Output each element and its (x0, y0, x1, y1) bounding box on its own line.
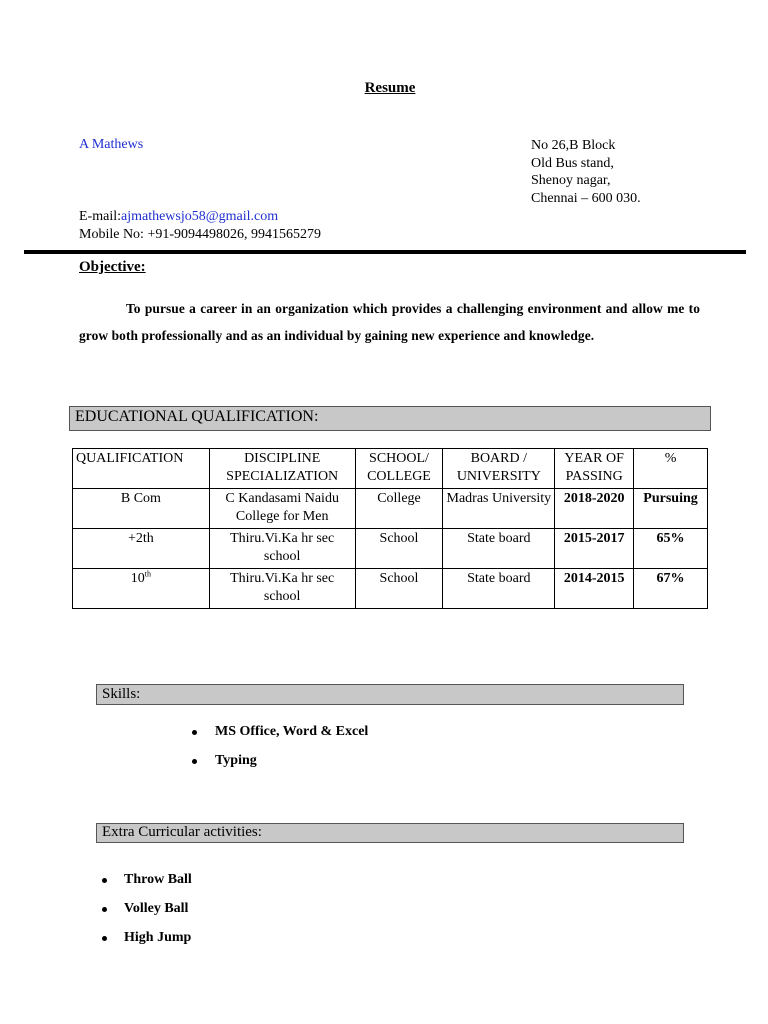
objective-text: To pursue a career in an organization which provides a challenging environment and allow me to grow both professionally and as an individual by gaining new experience and knowledge. (79, 301, 700, 343)
email-label: E-mail: (79, 209, 121, 224)
bullet-icon (192, 730, 197, 735)
education-table (72, 448, 708, 609)
cell-school: School (355, 529, 443, 569)
resume-title: Resume (364, 80, 416, 96)
bullet-icon (102, 878, 107, 883)
cell-year: 2015-2017 (555, 529, 634, 569)
skill-label: MS Office, Word & Excel (215, 724, 369, 739)
activity-label: Throw Ball (124, 872, 192, 887)
cell-school: School (355, 569, 443, 609)
header-divider (24, 250, 746, 254)
cell-year: 2018-2020 (555, 489, 634, 529)
education-heading: EDUCATIONAL QUALIFICATION: (69, 406, 711, 431)
activity-label: High Jump (124, 930, 192, 945)
table-row (73, 529, 708, 569)
address-line: Shenoy nagar, (531, 173, 611, 188)
bullet-icon (102, 936, 107, 941)
skills-heading: Skills: (96, 684, 684, 705)
table-row (73, 569, 708, 609)
address-line: Chennai – 600 030. (531, 190, 641, 206)
list-item (124, 929, 192, 958)
cell-school: College (355, 489, 443, 529)
column-header: YEAR OF PASSING (555, 449, 634, 489)
address-line: Old Bus stand, (531, 155, 614, 171)
column-header: BOARD / UNIVERSITY (443, 449, 555, 489)
skills-list (215, 723, 368, 781)
column-header: % (634, 449, 708, 489)
cell-percent: 67% (634, 569, 708, 609)
extra-curricular-list (124, 871, 192, 958)
bullet-icon (192, 759, 197, 764)
activity-label: Volley Ball (124, 901, 189, 916)
extra-curricular-heading: Extra Curricular activities: (96, 823, 684, 843)
email-link[interactable]: ajmathewsjo58@gmail.com (121, 209, 279, 224)
cell-qualification: 10th (73, 569, 210, 609)
applicant-name: A Mathews (79, 137, 144, 152)
cell-qualification: +2th (73, 529, 210, 569)
mobile-line: Mobile No: +91-9094498026, 9941565279 (79, 226, 321, 242)
contact-block (79, 208, 321, 243)
column-header: DISCIPLINE SPECIALIZATION (209, 449, 355, 489)
address-block (531, 137, 641, 207)
cell-board: State board (443, 569, 555, 609)
cell-year: 2014-2015 (555, 569, 634, 609)
column-header: QUALIFICATION (73, 449, 210, 489)
bullet-icon (102, 907, 107, 912)
list-item (124, 871, 192, 900)
list-item (215, 723, 368, 752)
cell-percent: Pursuing (634, 489, 708, 529)
list-item (215, 752, 368, 781)
cell-board: Madras University (443, 489, 555, 529)
cell-discipline: C Kandasami Naidu College for Men (209, 489, 355, 529)
cell-discipline: Thiru.Vi.Ka hr sec school (209, 529, 355, 569)
cell-discipline: Thiru.Vi.Ka hr sec school (209, 569, 355, 609)
cell-qualification: B Com (73, 489, 210, 529)
address-line: No 26,B Block (531, 138, 616, 153)
objective-heading: Objective: (79, 259, 146, 275)
table-row (73, 489, 708, 529)
cell-percent: 65% (634, 529, 708, 569)
column-header: SCHOOL/ COLLEGE (355, 449, 443, 489)
email-line (79, 208, 321, 226)
list-item (124, 900, 192, 929)
skill-label: Typing (215, 753, 257, 768)
cell-board: State board (443, 529, 555, 569)
table-header-row (73, 449, 708, 489)
